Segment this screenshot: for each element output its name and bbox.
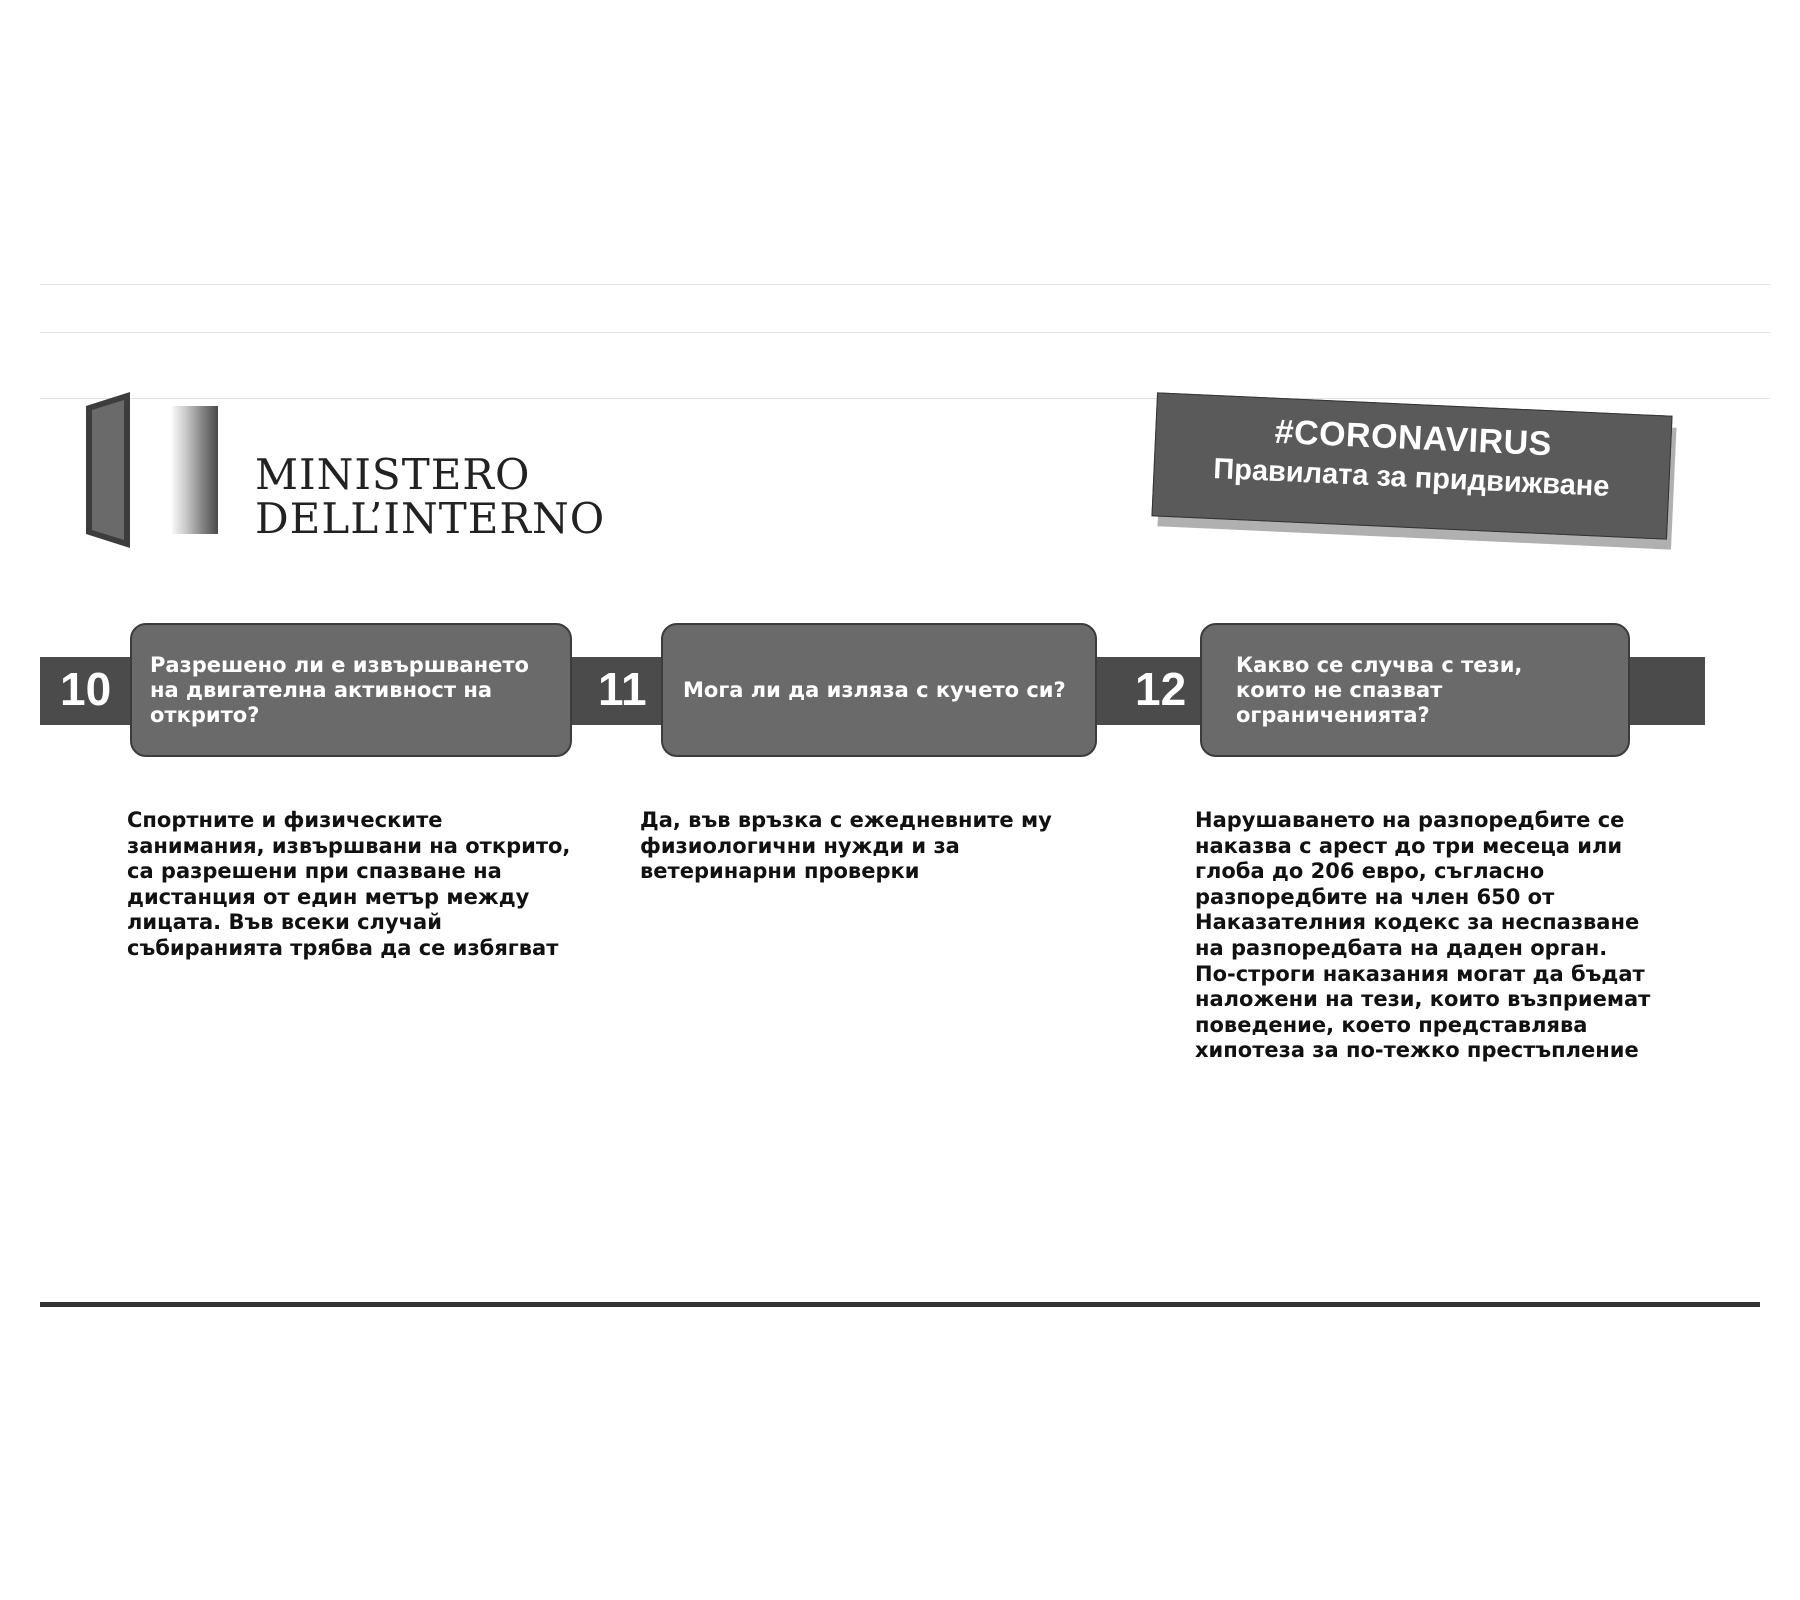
question-number: 12 [1135, 663, 1187, 715]
logo-line-1: MINISTERO [255, 450, 531, 499]
ministry-logo-bar-icon [172, 406, 218, 534]
ministry-logo-text [255, 450, 606, 543]
divider-top-3 [40, 398, 1770, 399]
answer-text: Да, във връзка с ежедневните му физиологични нужди и за ветеринарни проверки [640, 808, 1052, 884]
question-text: Разрешено ли е извършването на двигателна активност на открито? [150, 652, 529, 727]
answer-text: Спортните и физическите занимания, извършвани на открито, са разрешени при спазване на дистанция от един метър между лицата. Във всеки случай събиранията трябва да се избягват [127, 808, 571, 960]
question-card [661, 623, 1097, 757]
question-number: 10 [60, 663, 112, 715]
question-card [130, 623, 572, 757]
banner-subtitle: Правилата за придвижване [1212, 453, 1611, 503]
question-card [1200, 623, 1630, 757]
coronavirus-banner [1151, 392, 1672, 539]
question-text: Мога ли да изляза с кучето си? [683, 677, 1066, 702]
question-text: Какво се случва с тези, които не спазват ограниченията? [1236, 652, 1523, 727]
divider-bottom [40, 1302, 1760, 1307]
divider-top-2 [40, 332, 1770, 333]
ministry-logo-icon [86, 392, 130, 548]
logo-line-2: DELL’INTERNO [255, 494, 606, 543]
banner-hashtag: #CORONAVIRUS [1273, 412, 1553, 464]
divider-top-1 [40, 284, 1770, 285]
answer-text: Нарушаването на разпоредбите се наказва с арест до три месеца или глоба до 206 евро, съгласно разпоредбите на член 650 от Наказателния кодекс за неспазване на разпоредбата на даден орган. По-строги наказания могат да бъдат наложени на тези, които възприемат поведение, което представлява хипотеза за по-тежко престъпление [1195, 808, 1651, 1063]
question-number: 11 [598, 663, 647, 715]
